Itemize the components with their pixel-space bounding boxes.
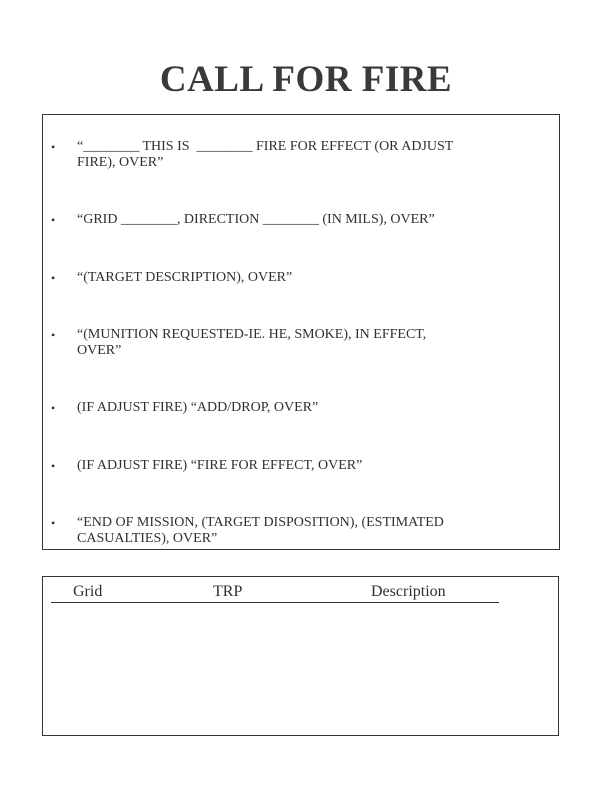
step-text: “GRID ________, DIRECTION ________ (IN MILS), OVER”: [77, 212, 435, 227]
bullet: •: [51, 328, 56, 342]
bullet: •: [51, 213, 56, 227]
step-text: “END OF MISSION, (TARGET DISPOSITION), (ESTIMATED CASUALTIES), OVER”: [77, 515, 444, 546]
column-header-description: Description: [371, 583, 446, 600]
bullet: •: [51, 459, 56, 473]
step-text: “________ THIS IS ________ FIRE FOR EFFECT (OR ADJUST FIRE), OVER”: [77, 139, 454, 170]
bullet: •: [51, 516, 56, 530]
step-text: “(MUNITION REQUESTED-IE. HE, SMOKE), IN EFFECT, OVER”: [77, 327, 427, 358]
bullet: •: [51, 271, 56, 285]
page-title: CALL FOR FIRE: [159, 59, 453, 100]
column-header-trp: TRP: [213, 583, 243, 600]
step-text: (IF ADJUST FIRE) “ADD/DROP, OVER”: [77, 400, 319, 415]
step-text: (IF ADJUST FIRE) “FIRE FOR EFFECT, OVER”: [77, 458, 363, 473]
column-header-grid: Grid: [73, 583, 103, 600]
step-text: “(TARGET DESCRIPTION), OVER”: [77, 270, 293, 285]
bullet: •: [51, 140, 56, 154]
target-log-box: [42, 576, 559, 736]
call-for-fire-steps-box: [42, 114, 560, 550]
target-log-header: [51, 582, 499, 603]
bullet: •: [51, 401, 56, 415]
